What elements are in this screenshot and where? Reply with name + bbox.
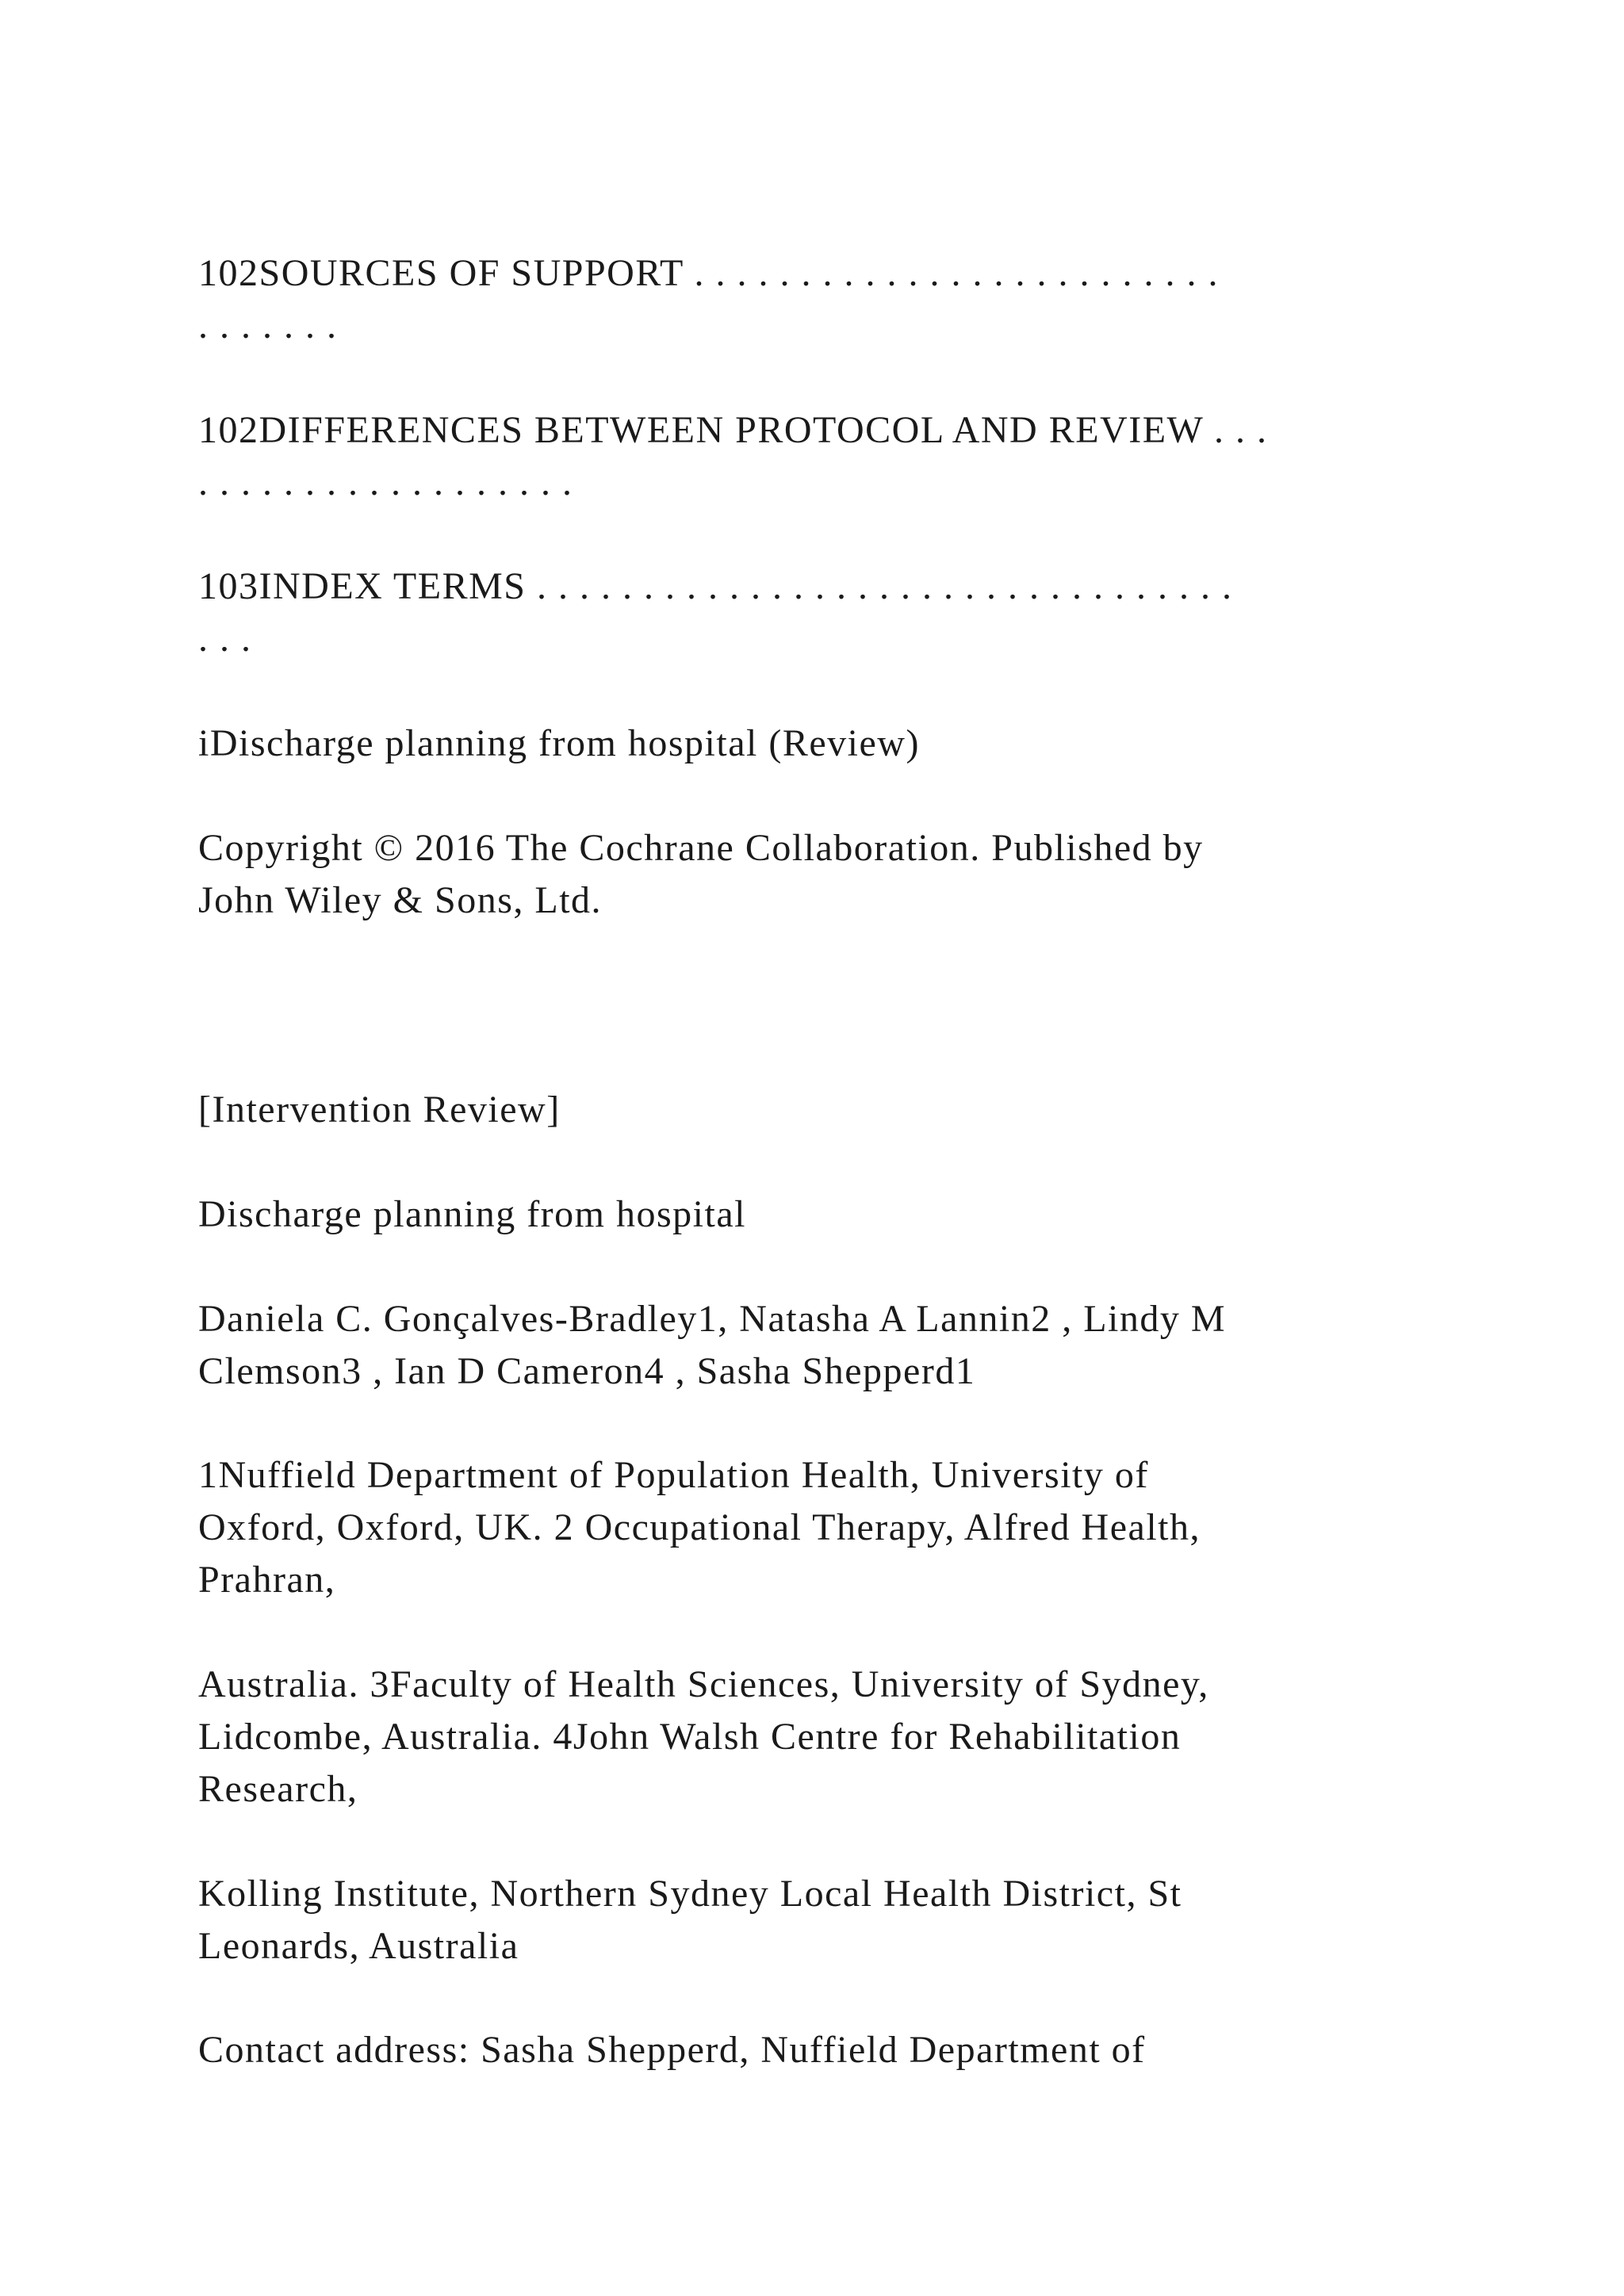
- toc-page-number: 102: [198, 252, 259, 294]
- toc-title: SOURCES OF SUPPORT: [259, 252, 684, 294]
- contact-address: Contact address: Sasha Shepperd, Nuffield Department of: [198, 2029, 1146, 2071]
- copyright-notice: Copyright © 2016 The Cochrane Collaboration. Published by John Wiley & Sons, Ltd.: [198, 827, 1204, 921]
- review-authors: Daniela C. Gonçalves-Bradley1, Natasha A Lannin2 , Lindy M Clemson3 , Ian D Cameron4 , Sasha Shepperd1: [198, 1298, 1227, 1392]
- footer-page-label: i: [198, 722, 210, 764]
- toc-entry-index-terms: [198, 561, 1435, 665]
- affiliation-paragraph-2: Australia. 3Faculty of Health Sciences, University of Sydney, Lidcombe, Australia. 4John Walsh Centre for Rehabilitation Research,: [198, 1663, 1209, 1810]
- toc-leader: . . . . . . . . . . . . . . . . . . . . . . . . . . . . . . . . .: [526, 565, 1233, 607]
- toc-entry-sources-of-support: [198, 247, 1435, 352]
- review-type: [Intervention Review]: [198, 1089, 561, 1131]
- toc-leader-continued: . . . . . . . . . . . . . . . . . .: [198, 461, 573, 503]
- affiliation-paragraph-3: Kolling Institute, Northern Sydney Local Health District, St Leonards, Australia: [198, 1873, 1182, 1967]
- toc-title: DIFFERENCES BETWEEN PROTOCOL AND REVIEW: [259, 409, 1204, 451]
- footer-doc-title: Discharge planning from hospital (Review): [209, 722, 920, 764]
- toc-leader: . . .: [1203, 409, 1268, 451]
- toc-leader-continued: . . . . . . .: [198, 304, 338, 346]
- toc-page-number: 103: [198, 565, 259, 607]
- toc-entry-differences: [198, 404, 1435, 509]
- review-title: Discharge planning from hospital: [198, 1193, 746, 1235]
- toc-page-number: 102: [198, 409, 259, 451]
- toc-leader-continued: . . .: [198, 618, 252, 660]
- toc-line: [198, 247, 1435, 300]
- toc-line: [198, 404, 1435, 457]
- toc-leader: . . . . . . . . . . . . . . . . . . . . . . . . .: [683, 252, 1219, 294]
- footer-title-line: [198, 718, 1435, 770]
- affiliation-paragraph-1: 1Nuffield Department of Population Health, University of Oxford, Oxford, UK. 2 Occupational Therapy, Alfred Health, Prahran,: [198, 1454, 1201, 1601]
- toc-line: [198, 561, 1435, 613]
- toc-title: INDEX TERMS: [259, 565, 527, 607]
